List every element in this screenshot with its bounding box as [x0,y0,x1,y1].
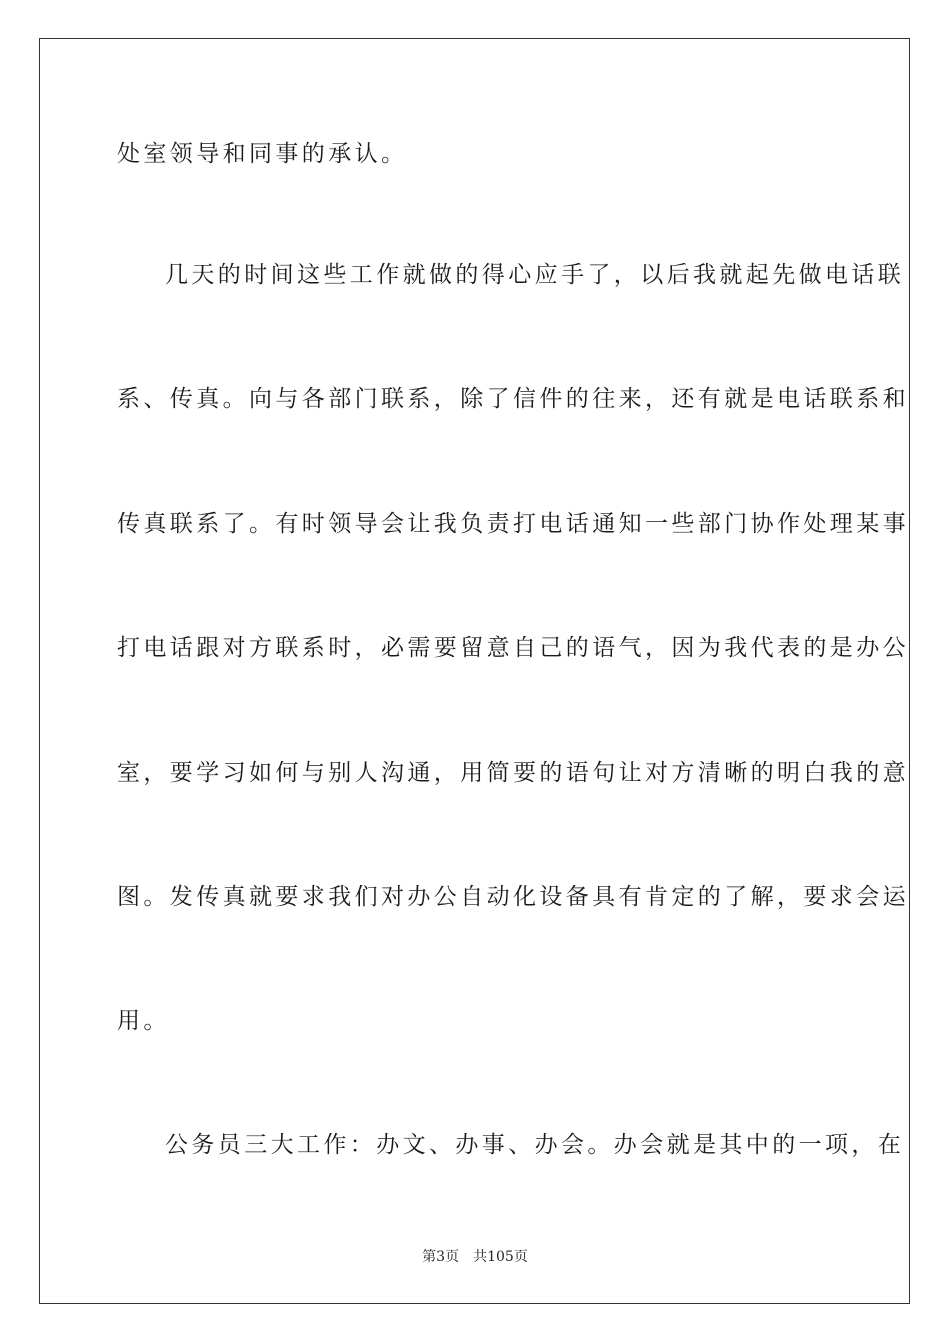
text-line-2: 几天的时间这些工作就做的得心应手了，以后我就起先做电话联 [165,262,905,288]
page-number: 第3页 [422,1249,460,1265]
text-line-7: 图。发传真就要求我们对办公自动化设备具有肯定的了解，要求会运 [117,884,909,910]
text-line-5: 打电话跟对方联系时，必需要留意自己的语气，因为我代表的是办公 [117,635,909,661]
text-line-4: 传真联系了。有时领导会让我负责打电话通知一些部门协作处理某事 [117,511,909,537]
text-line-9: 公务员三大工作：办文、办事、办会。办会就是其中的一项，在 [165,1132,905,1158]
text-line-3: 系、传真。向与各部门联系，除了信件的往来，还有就是电话联系和 [117,386,909,412]
page-footer [0,1248,950,1266]
text-line-8: 用。 [117,1008,170,1034]
page-border [39,38,910,1304]
total-pages: 共105页 [473,1249,528,1265]
text-line-6: 室，要学习如何与别人沟通，用简要的语句让对方清晰的明白我的意 [117,760,909,786]
text-line-1: 处室领导和同事的承认。 [117,141,408,167]
